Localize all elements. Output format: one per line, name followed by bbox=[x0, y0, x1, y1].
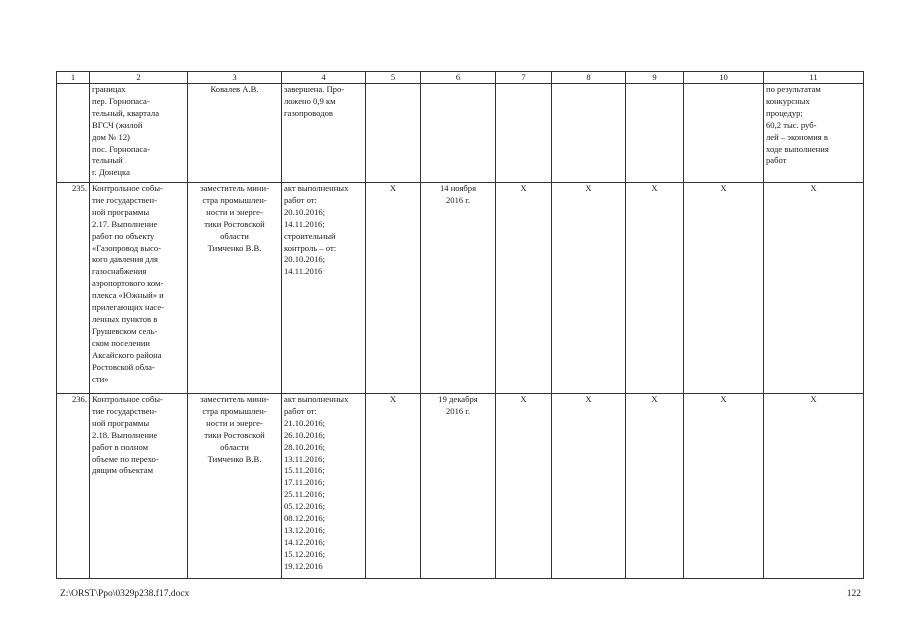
table-cell: X bbox=[366, 183, 421, 394]
event-cell: Контрольное собы- тие государствен- ной программы 2.18. Выполнение работ в полном объеме по перехо- дящим объектам bbox=[90, 394, 188, 579]
date-cell bbox=[421, 84, 496, 183]
table-cell bbox=[626, 84, 684, 183]
note-cell: X bbox=[764, 183, 864, 394]
column-header: 8 bbox=[552, 72, 626, 84]
event-cell: границах пер. Горнопаса- тельный, квартала ВГСЧ (жилой дом № 12) пос. Горнопаса- тельный г. Донецка bbox=[90, 84, 188, 183]
table-row bbox=[57, 183, 864, 394]
column-header: 4 bbox=[282, 72, 366, 84]
report-table bbox=[56, 71, 864, 579]
result-cell: акт выполненных работ от: 20.10.2016; 14.11.2016; строительный контроль – от: 20.10.2016; 14.11.2016 bbox=[282, 183, 366, 394]
table-cell: X bbox=[552, 183, 626, 394]
table-cell bbox=[496, 84, 552, 183]
column-header: 1 bbox=[57, 72, 90, 84]
responsible-cell: заместитель мини- стра промышлен- ности и энерге- тики Ростовской области Тимченко В.В. bbox=[188, 394, 282, 579]
table-cell: X bbox=[496, 183, 552, 394]
column-number-row bbox=[57, 72, 864, 84]
table-cell: X bbox=[552, 394, 626, 579]
column-header: 5 bbox=[366, 72, 421, 84]
column-header: 9 bbox=[626, 72, 684, 84]
row-number: 236. bbox=[57, 394, 90, 579]
table-cell: X bbox=[626, 394, 684, 579]
page-number: 122 bbox=[846, 589, 861, 599]
note-cell: по результатам конкурсных процедур; 60,2 тыс. руб- лей – экономия в ходе выполнения работ bbox=[764, 84, 864, 183]
result-cell: завершена. Про- ложено 0,9 км газопроводов bbox=[282, 84, 366, 183]
table-cell: X bbox=[626, 183, 684, 394]
column-header: 11 bbox=[764, 72, 864, 84]
table-cell: X bbox=[366, 394, 421, 579]
responsible-cell: заместитель мини- стра промышлен- ности и энерге- тики Ростовской области Тимченко В.В. bbox=[188, 183, 282, 394]
note-cell: X bbox=[764, 394, 864, 579]
column-header: 3 bbox=[188, 72, 282, 84]
date-cell: 14 ноября 2016 г. bbox=[421, 183, 496, 394]
table-cell bbox=[366, 84, 421, 183]
table-cell: X bbox=[684, 394, 764, 579]
column-header: 7 bbox=[496, 72, 552, 84]
table-cell: X bbox=[684, 183, 764, 394]
result-cell: акт выполненных работ от: 21.10.2016; 26.10.2016; 28.10.2016; 13.11.2016; 15.11.2016; 17.11.2016; 25.11.2016; 05.12.2016; 08.12.2016; 13.12.2016; 14.12.2016; 15.12.2016; 19.12.2016 bbox=[282, 394, 366, 579]
column-header: 2 bbox=[90, 72, 188, 84]
footer-file-path: Z:\ORST\Ppo\0329p238.f17.docx bbox=[60, 589, 190, 599]
table-row bbox=[57, 84, 864, 183]
event-cell: Контрольное собы- тие государствен- ной программы 2.17. Выполнение работ по объекту «Газопровод высо- кого давления для газоснабжения аэропортового ком- плекса «Южный» и прилегающих насе- ленных пунктов в Грушевском сель- ском поселении Аксайского района Ростовской обла- сти» bbox=[90, 183, 188, 394]
column-header: 10 bbox=[684, 72, 764, 84]
table-cell bbox=[552, 84, 626, 183]
date-cell: 19 декабря 2016 г. bbox=[421, 394, 496, 579]
table-cell bbox=[684, 84, 764, 183]
table-row bbox=[57, 394, 864, 579]
row-number: 235. bbox=[57, 183, 90, 394]
row-number bbox=[57, 84, 90, 183]
column-header: 6 bbox=[421, 72, 496, 84]
responsible-cell: Ковалев А.В. bbox=[188, 84, 282, 183]
table-cell: X bbox=[496, 394, 552, 579]
